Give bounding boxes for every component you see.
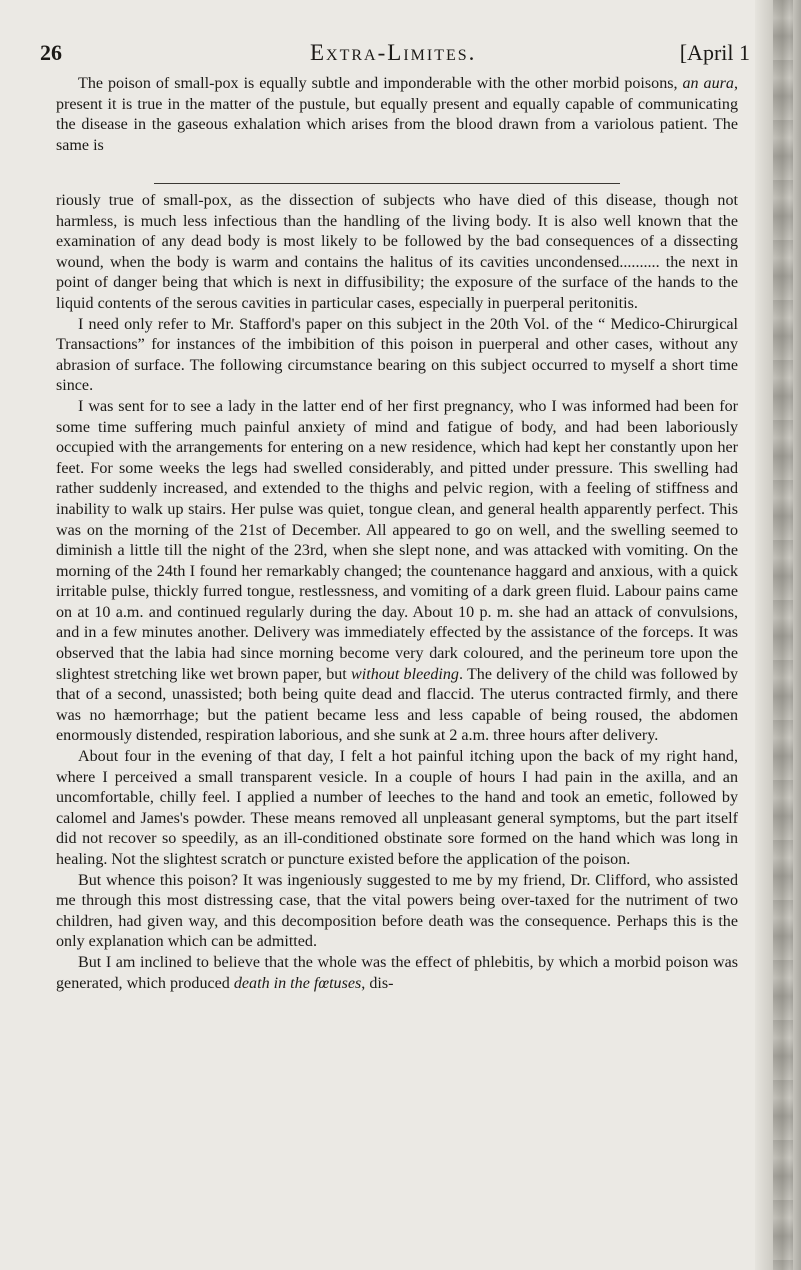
page-binding-shadow [773,0,793,1270]
section-divider [154,183,620,184]
paragraph-phlebitis [56,953,738,994]
main-text [56,191,738,994]
paragraph-case-report [56,397,738,747]
running-title: Extra-Limites. [310,40,477,65]
text-segment: But I am inclined to believe that the whole was the effect of phlebitis, by which a morbid poison was generated, which produced [56,953,738,992]
italic-phrase: death in the fœtuses [233,974,362,992]
top-paragraph [56,74,738,156]
running-date: [April 1 [679,40,750,65]
text-segment: , dis- [361,974,394,992]
text-segment: , present it is true in the matter of the pustule, but equally present and equally capable of communicating the disease in the gaseous exhalation which arises from the blood drawn from a variolous patient. The same is [56,75,738,154]
page-number: 26 [40,40,62,65]
paragraph-continuation: riously true of small-pox, as the dissection of subjects who have died of this disease, though not harmless, is much less infectious than the handling of the living body. It is also well known that the examination of any dead body is most likely to be followed by the bad consequences of a dissecting wound, when the body is warm and contains the halitus of its cavities uncondensed.......... the next in point of danger being that which is next in diffusibility; the exposure of the surface of the hands to the liquid contents of the serous cavities in particular cases, especially in puerperal peritonitis. [56,192,738,312]
text-segment: . The delivery of the child was followed by that of a second, unassisted; both being quite dead and flaccid. The uterus contracted firmly, and there was no hæmorrhage; but the patient became less and less capable of being roused, the abdomen enormously distended, respiration laborious, and she sunk at 2 a.m. three hours after delivery. [56,665,738,745]
text-segment: I was sent for to see a lady in the latter end of her first pregnancy, who I was informed had been for some time suffering much painful anxiety of mind and fatigue of body, and had been laboriously occupied with the arrangements for entering on a new residence, which had kept her constantly upon her feet. For some weeks the legs had swelled considerably, and pitted under pressure. This swelling had rather suddenly increased, and extended to the thighs and pelvic region, with a feeling of stiffness and inability to walk up stairs. Her pulse was quiet, tongue clean, and general health apparently perfect. This was on the morning of the 21st of December. All appeared to go on well, and the swelling seemed to diminish a little till the night of the 23rd, when she slept none, and was attacked with vomiting. On the morning of the 24th I found her remarkably changed; the countenance haggard and anxious, with a quick irritable pulse, thickly furred tongue, restlessness, and vomiting of a dark green fluid. Labour pains came on at 10 a.m. and continued regularly during the day. About 10 p. m. she had an attack of convulsions, and in a few minutes another. Delivery was immediately effected by the assistance of the forceps. It was observed that the labia had since morning become very dark coloured, and the perineum tore upon the slightest stretching like wet brown paper, but [56,397,738,683]
paragraph-hand-infection: About four in the evening of that day, I felt a hot painful itching upon the back of my right hand, where I perceived a small transparent vesicle. In a couple of hours I had pain in the axilla, and an uncomfortable, chilly feel. I applied a number of leeches to the hand and took an emetic, followed by calomel and James's powder. These means removed all unpleasant general symptoms, but the part itself did not recover so speedily, as an ill-conditioned obstinate sore formed on the hand which was long in healing. Not the slightest scratch or puncture existed before the application of the poison. [56,748,738,868]
text-segment: The poison of small-pox is equally subtle and imponderable with the other morbid poisons, [78,75,683,92]
paragraph-stafford: I need only refer to Mr. Stafford's paper on this subject in the 20th Vol. of the “ Medico-Chirurgical Transactions” for instances of the imbibition of this poison in puerperal and other cases, without any abrasion of surface. The following circumstance bearing on this subject occurred to myself a short time since. [56,315,738,395]
paragraph-small-pox [56,74,738,156]
italic-phrase: an aura [682,75,734,92]
italic-phrase: without bleeding [351,665,459,683]
running-header [40,40,750,74]
paragraph-whence-poison: But whence this poison? It was ingeniously suggested to me by my friend, Dr. Clifford, who assisted me through this most distressing case, that the vital powers being over-taxed for the nutriment of two children, had given way, and this decomposition before death was the consequence. Perhaps this is the only explanation which can be admitted. [56,871,738,951]
